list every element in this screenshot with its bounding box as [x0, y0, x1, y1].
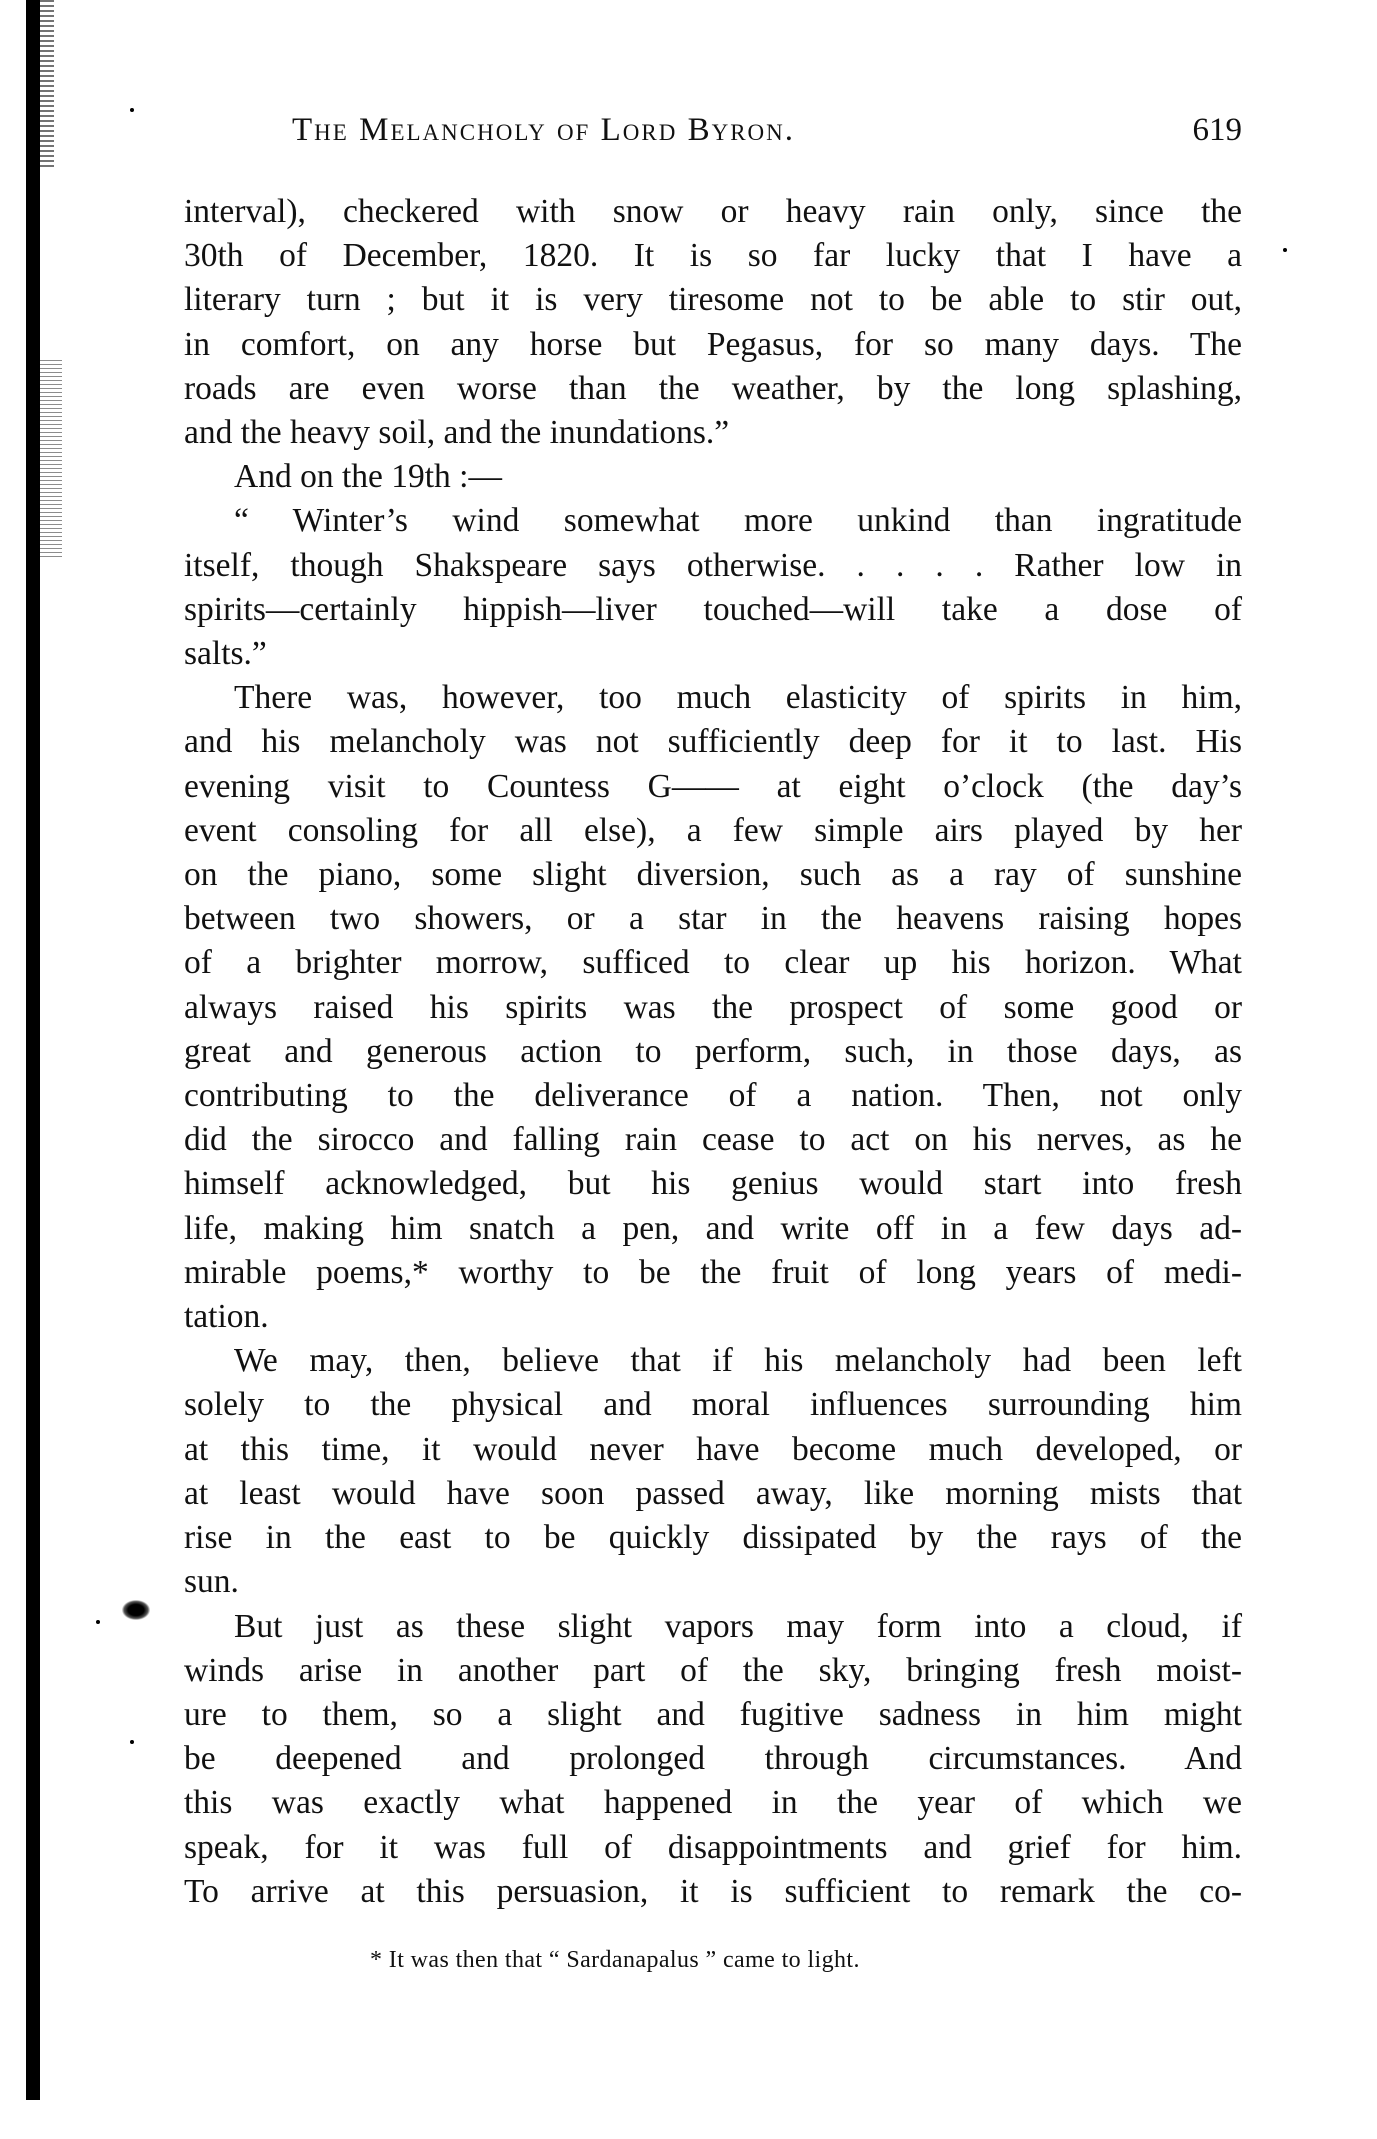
body-text: [184, 190, 1242, 1914]
page-spine-edge: [40, 360, 62, 560]
text-line: roads are even worse than the weather, by the long splashing,: [184, 369, 1242, 407]
text-line: evening visit to Countess G—— at eight o’clock (the day’s: [184, 767, 1242, 805]
text-line: great and generous action to perform, such, in those days, as: [184, 1032, 1242, 1070]
text-line: And on the 19th :—: [234, 458, 502, 496]
ink-speck: [96, 1620, 100, 1624]
text-line: in comfort, on any horse but Pegasus, for so many days. The: [184, 325, 1242, 363]
running-title-word: of: [556, 112, 591, 148]
ink-speck: [130, 1740, 134, 1744]
text-line: at this time, it would never have become much developed, or: [184, 1430, 1242, 1468]
text-line: be deepened and prolonged through circumstances. And: [184, 1740, 1242, 1778]
text-line: 30th of December, 1820. It is so far lucky that I have a: [184, 237, 1242, 275]
text-line: event consoling for all else), a few simple airs played by her: [184, 811, 1242, 849]
text-line: mirable poems,* worthy to be the fruit of long years of medi-: [184, 1253, 1242, 1291]
text-line: salts.”: [184, 635, 267, 673]
text-line: literary turn ; but it is very tiresome not to be able to stir out,: [184, 281, 1242, 319]
ink-blot-mark: [122, 1600, 150, 1620]
text-line: spirits—certainly hippish—liver touched—will take a dose of: [184, 590, 1242, 628]
text-line: this was exactly what happened in the year of which we: [184, 1784, 1242, 1822]
running-title-word: Lord: [600, 112, 678, 148]
text-line: and his melancholy was not sufficiently deep for it to last. His: [184, 723, 1242, 761]
text-line: of a brighter morrow, sufficed to clear up his horizon. What: [184, 944, 1242, 982]
text-line: always raised his spirits was the prospect of some good or: [184, 988, 1242, 1026]
text-line: There was, however, too much elasticity of spirits in him,: [234, 679, 1242, 717]
page-spine-edge: [40, 0, 54, 170]
text-line: To arrive at this persuasion, it is sufficient to remark the co-: [184, 1872, 1242, 1910]
text-line: rise in the east to be quickly dissipated by the rays of the: [184, 1519, 1242, 1557]
footnote: * It was then that “ Sardanapalus ” came to light.: [370, 1947, 860, 1973]
ink-speck: [1283, 248, 1287, 252]
text-line: tation.: [184, 1298, 269, 1336]
text-line: contributing to the deliverance of a nation. Then, not only: [184, 1077, 1242, 1115]
running-title-word: Melancholy: [359, 112, 547, 148]
text-line: on the piano, some slight diversion, such as a ray of sunshine: [184, 856, 1242, 894]
text-line: and the heavy soil, and the inundations.”: [184, 414, 730, 452]
text-line: But just as these slight vapors may form into a cloud, if: [234, 1607, 1242, 1645]
ink-speck: [130, 108, 134, 112]
text-line: did the sirocco and falling rain cease to act on his nerves, as he: [184, 1121, 1242, 1159]
text-line: solely to the physical and moral influences surrounding him: [184, 1386, 1242, 1424]
text-line: sun.: [184, 1563, 239, 1601]
text-line: winds arise in another part of the sky, bringing fresh moist-: [184, 1651, 1242, 1689]
text-line: ure to them, so a slight and fugitive sadness in him might: [184, 1695, 1242, 1733]
page-spine-line: [28, 1700, 32, 2100]
text-line: at least would have soon passed away, like morning mists that: [184, 1474, 1242, 1512]
running-header: [292, 112, 1242, 149]
text-line: “ Winter’s wind somewhat more unkind than ingratitude: [234, 502, 1242, 540]
running-title: [292, 112, 795, 148]
page-number: 619: [1192, 112, 1242, 148]
running-title-word: The: [292, 112, 349, 148]
text-line: between two showers, or a star in the heavens raising hopes: [184, 900, 1242, 938]
text-line: himself acknowledged, but his genius would start into fresh: [184, 1165, 1242, 1203]
running-title-word: Byron.: [687, 112, 796, 148]
text-line: speak, for it was full of disappointments and grief for him.: [184, 1828, 1242, 1866]
text-line: life, making him snatch a pen, and write off in a few days ad-: [184, 1209, 1242, 1247]
text-line: itself, though Shakspeare says otherwise. . . . . Rather low in: [184, 546, 1242, 584]
text-line: We may, then, believe that if his melancholy had been left: [234, 1342, 1242, 1380]
text-line: interval), checkered with snow or heavy rain only, since the: [184, 193, 1242, 230]
